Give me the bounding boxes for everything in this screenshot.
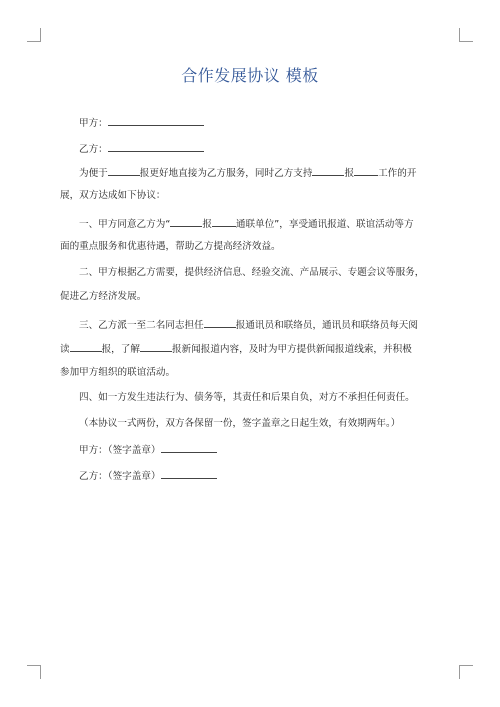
clause-1-text-2: 报 [202,219,212,230]
clause-3-blank-3 [140,342,172,352]
clause-3-blank-1 [204,318,236,328]
signature-b-row [79,469,440,483]
intro-text-4: 工作的开 [378,168,417,179]
clause-1-text-3: 通联单位”，享受通讯报道、联谊活动等方 [235,219,414,230]
intro-text-2: 报更好地直接为乙方服务，同时乙方支持 [139,168,313,179]
intro-blank-3 [354,166,378,176]
signature-b-blank [161,469,217,479]
clause-1-line-1 [79,217,440,231]
party-a-blank [108,116,204,126]
clause-3-blank-2 [70,342,102,352]
clause-2-line-1: 二、甲方根据乙方需要，提供经济信息、经验交流、产品展示、专题会议等服务， [79,267,425,278]
party-b-label: 乙方： [79,144,108,155]
intro-text-3: 报 [344,168,355,179]
clause-4-line: 四、如一方发生违法行为、债务等，其责任和后果自负，对方不承担任何责任。 [79,392,415,403]
clause-1-blank-2 [212,217,236,227]
party-a-row [79,116,440,130]
crop-mark-top-right [459,28,473,42]
document-title: 合作发展协议 模板 [181,66,319,85]
party-b-row [79,142,440,156]
clause-3-text-5: 报新闻报道内容，及时为甲方提供新闻报道线索，并积极 [171,344,412,355]
intro-blank-2 [312,166,344,176]
clause-1-line-2: 面的重点服务和优惠待遇，帮助乙方提高经济效益。 [60,241,281,252]
signature-a-label: 甲方：（签字盖章） [79,445,161,456]
clause-3-text-4: 报，了解 [101,344,140,355]
party-b-blank [108,142,204,152]
clause-3-line-3: 参加甲方组织的联谊活动。 [60,367,176,378]
intro-line-2: 展，双方达成如下协议： [60,190,166,201]
signature-a-blank [161,443,217,453]
clause-3-text-2: 报通讯员和联络员，通讯员和联络员每天阅 [235,320,418,331]
clause-1-text-1: 一、甲方同意乙方为“ [79,219,171,230]
crop-mark-top-left [27,28,41,42]
signature-a-row [79,443,440,457]
validity-note: （本协议一式两份，双方各保留一份，签字盖章之日起生效，有效期两年。） [79,418,401,429]
clause-3-line-2 [60,342,440,356]
clause-2-line-2: 促进乙方经济发展。 [60,291,147,302]
intro-blank-1 [108,166,140,176]
crop-mark-bottom-left [27,665,41,679]
intro-line-1 [79,166,440,180]
crop-mark-bottom-right [459,665,473,679]
intro-text-1: 为便于 [79,168,108,179]
signature-b-label: 乙方：（签字盖章） [79,471,161,482]
clause-1-blank-1 [170,217,202,227]
clause-3-line-1 [79,318,440,332]
party-a-label: 甲方： [79,118,108,129]
clause-3-text-3: 读 [60,344,70,355]
clause-3-text-1: 三、乙方派一至二名同志担任 [79,320,204,331]
